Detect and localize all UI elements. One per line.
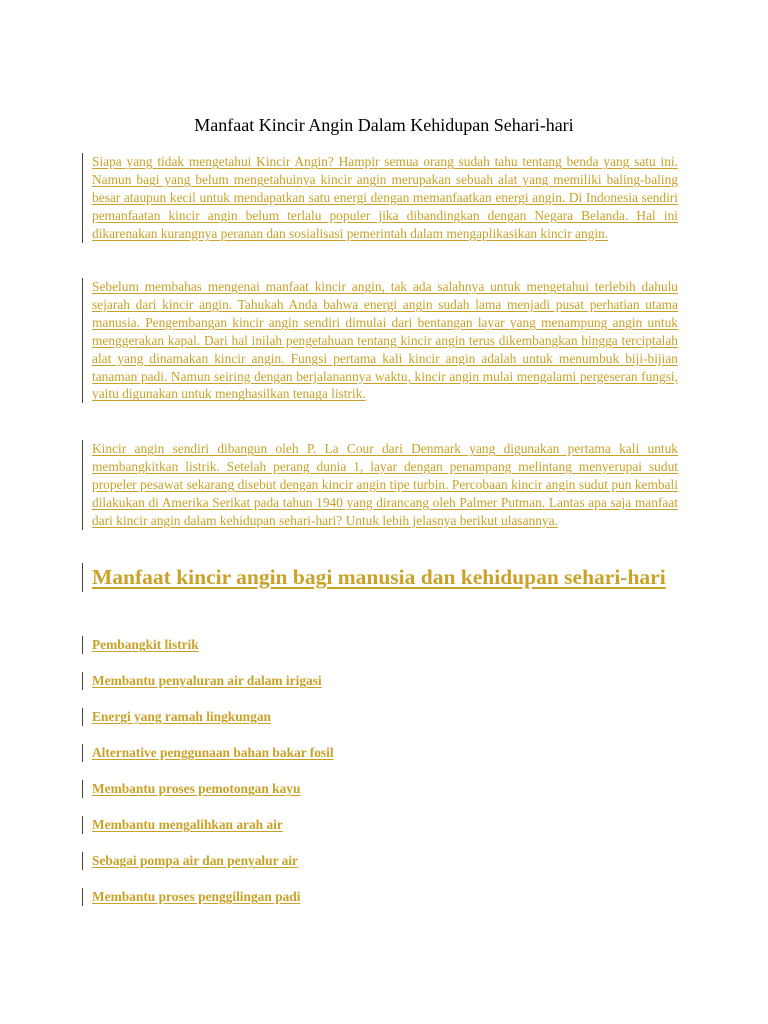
list-item-link[interactable]: Membantu proses pemotongan kayu xyxy=(92,781,301,796)
paragraph-intro xyxy=(82,153,678,243)
list-item-link[interactable]: Membantu penyaluran air dalam irigasi xyxy=(92,673,322,688)
list-item xyxy=(82,888,678,906)
list-item xyxy=(82,780,678,798)
paragraph-history-link[interactable]: Sebelum membahas mengenai manfaat kincir angin, tak ada salahnya untuk mengetahui terlebih dahulu sejarah dari kincir angin. Tahukah Anda bahwa energi angin sudah lama menjadi pusat perhatian utama manusia. Pengembangan kincir angin sendiri dimulai dari bentangan layar yang menampung angin untuk menggerakan kapal. Dari hal inilah pengetahuan tentang kincir angin terus dikembangkan hingga terciptalah alat yang dinamakan kincir angin. Fungsi pertama kali kincir angin adalah untuk menumbuk biji-bijian tanaman padi. Namun seiring dengan berjalanannya waktu, kincir angin mulai mengalami pergeseran fungsi, yaitu digunakan untuk menghasilkan tenaga listrik. xyxy=(92,279,678,402)
section-heading-link[interactable]: Manfaat kincir angin bagi manusia dan kehidupan sehari-hari xyxy=(92,565,666,589)
list-item xyxy=(82,672,678,690)
list-item-link[interactable]: Energi yang ramah lingkungan xyxy=(92,709,271,724)
list-item-link[interactable]: Membantu mengalihkan arah air xyxy=(92,817,283,832)
document-title: Manfaat Kincir Angin Dalam Kehidupan Sehari-hari xyxy=(194,115,574,135)
list-item-link[interactable]: Alternative penggunaan bahan bakar fosil xyxy=(92,745,334,760)
list-item xyxy=(82,708,678,726)
paragraph-intro-link[interactable]: Siapa yang tidak mengetahui Kincir Angin? Hampir semua orang sudah tahu tentang benda yang satu ini. Namun bagi yang belum mengetahuinya kincir angin merupakan sebuah alat yang memiliki baling-baling besar ataupun kecil untuk mendapatkan satu energi dengan memanfaatkan energi angin. Di Indonesia sendiri pemanfaatan kincir angin belum terlalu populer jika dibandingkan dengan Negara Belanda. Hal ini dikarenakan kurangnya peranan dan sosialisasi pemerintah dalam mengaplikasikan kincir angin. xyxy=(92,154,678,241)
list-item xyxy=(82,744,678,762)
list-item-link[interactable]: Membantu proses penggilingan padi xyxy=(92,889,301,904)
section-heading xyxy=(82,563,678,592)
list-item xyxy=(82,636,678,654)
list-item xyxy=(82,852,678,870)
paragraph-history xyxy=(82,278,678,403)
paragraph-origin xyxy=(82,440,678,530)
list-item-link[interactable]: Sebagai pompa air dan penyalur air xyxy=(92,853,298,868)
paragraph-origin-link[interactable]: Kincir angin sendiri dibangun oleh P. La Cour dari Denmark yang digunakan pertama kali untuk membangkitkan listrik. Setelah perang dunia 1, layar dengan penampang melintang menyerupai sudut propeler pesawat sekarang disebut dengan kincir angin tipe turbin. Percobaan kincir angin sudut pun kembali dilakukan di Amerika Serikat pada tahun 1940 yang dirancang oleh Palmer Putman. Lantas apa saja manfaat dari kincir angin dalam kehidupan sehari-hari? Untuk lebih jelasnya berikut ulasannya. xyxy=(92,441,678,528)
list-item xyxy=(82,816,678,834)
list-item-link[interactable]: Pembangkit listrik xyxy=(92,637,199,652)
